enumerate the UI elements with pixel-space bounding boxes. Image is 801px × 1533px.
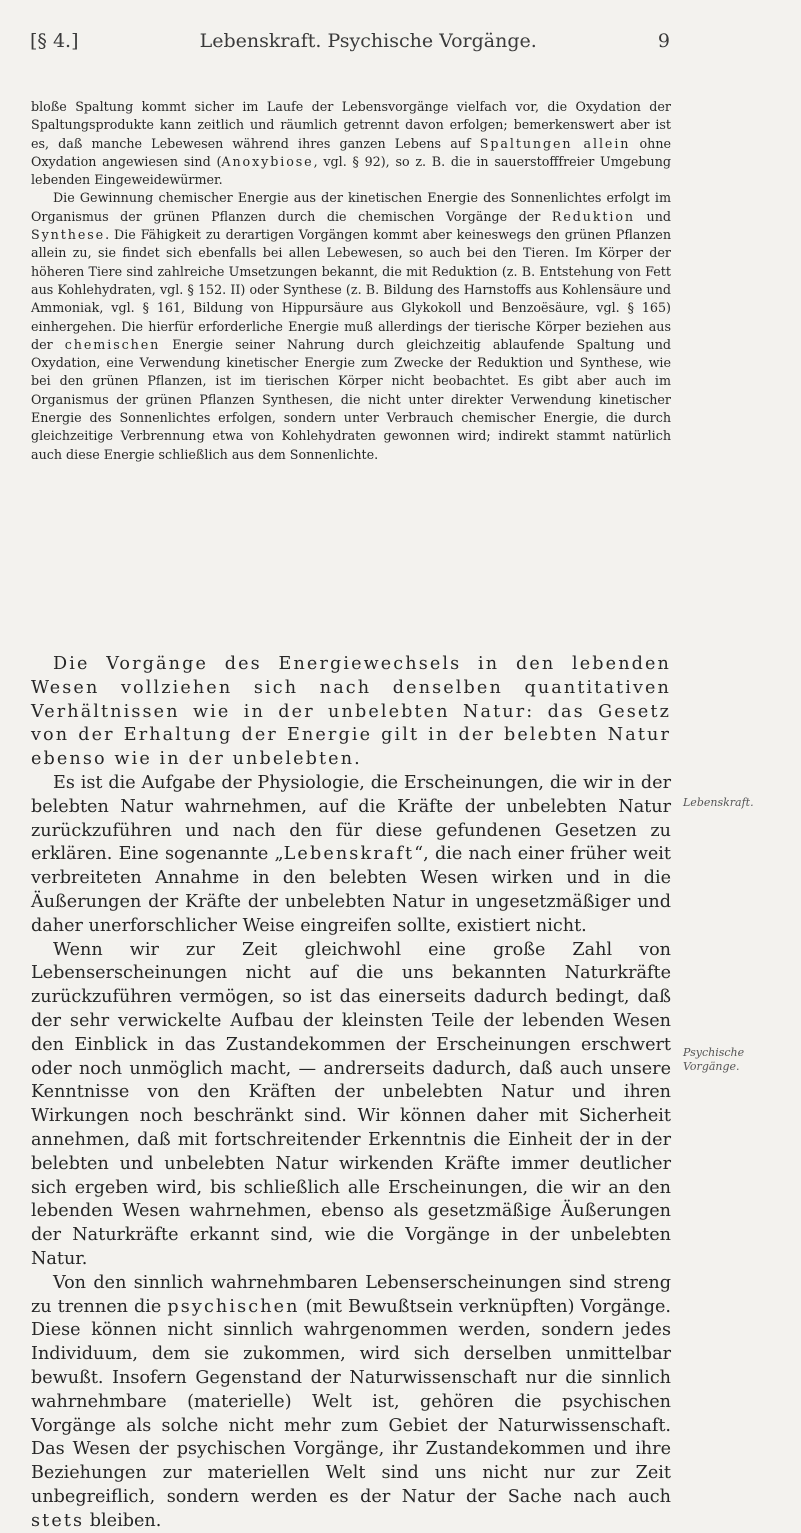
sidenote-psychische-vorgaenge: Psychische Vorgänge.	[683, 1046, 745, 1073]
text-run: (mit Bewußtsein verknüpften) Vorgänge. Diese können nicht sinnlich wahrgenommen werden, sondern jedes Individuum, dem sie zukommen, wird sich derselben unmittelbar bewußt. Insofern Gegenstand der Naturwissenschaft nur die sinnlich wahrnehmbare (materielle) Welt ist, gehören die psychischen Vorgänge als solche nicht mehr zum Gebiet der Naturwissenschaft. Das Wesen der psychischen Vorgänge, ihr Zustandekommen und ihre Beziehungen zur materiellen Welt sind uns nicht nur zur Zeit unbegreiflich, sondern werden es der Natur der Sache nach auch	[31, 1296, 672, 1507]
text-run: , vgl. § 92), so z. B. die in sauerstofffreier Umgebung lebenden Eingeweidewürmer.	[31, 153, 671, 188]
emphasis-synthese: Synthese	[31, 227, 106, 243]
text-run: Es ist die Aufgabe der Physiologie, die Erscheinungen, die wir in der belebten Natur wahrnehmen, auf die Kräfte der unbelebten Natur zurückzuführen und nach den für diese gefundenen Gesetzen zu erklären. Eine sogenannte „	[31, 772, 671, 865]
text-run: bleiben.	[84, 1510, 162, 1531]
section-reference: [§ 4.]	[30, 30, 79, 52]
paragraph-energiegewinnung	[31, 189, 671, 463]
emphasis-lebenskraft: Lebenskraft	[283, 844, 415, 865]
text-run: Von den sinnlich wahrnehmbaren Lebenserscheinungen sind streng zu trennen die	[31, 1272, 671, 1317]
emphasis-spaltungen: Spaltungen allein	[479, 135, 631, 151]
main-text-section	[31, 653, 671, 1533]
thesis-statement: Die Vorgänge des Energiewechsels in den lebenden Wesen vollziehen sich nach denselben quantitativen Verhältnissen wie in der unbelebten Natur: das Gesetz von der Erhaltung der Energie gilt in der belebten Natur ebenso wie in der unbelebten.	[31, 654, 671, 770]
paragraph-spaltung	[31, 98, 671, 189]
emphasis-stets: stets	[31, 1510, 85, 1531]
text-run: . Die Fähigkeit zu derartigen Vorgängen kommt aber keineswegs den grünen Pflanzen allein zu, sie findet sich ebenfalls bei allen Lebewesen, so auch bei den Tieren. Im Körper der höheren Tiere sind zahlreiche Umsetzungen bekannt, die mit Reduktion (z. B. Entstehung von Fett aus Kohlehydraten, vgl. § 152. II) oder Synthese (z. B. Bildung des Harnstoffs aus Kohlensäure und Ammoniak, vgl. § 161, Bildung von Hippursäure aus Glykokoll und Benzoësäure, vgl. § 165) einhergehen. Die hierfür erforderliche Energie muß allerdings der tierische Körper beziehen aus der	[31, 227, 671, 352]
sidenote-lebenskraft: Lebenskraft.	[683, 796, 754, 809]
page-number: 9	[657, 30, 670, 52]
emphasis-reduktion: Reduktion	[551, 208, 636, 224]
paragraph-psychische-vorgaenge	[31, 1272, 671, 1533]
paragraph-lebenskraft	[31, 772, 671, 939]
paragraph-lebenserscheinungen: Wenn wir zur Zeit gleichwohl eine große Zahl von Lebenserscheinungen nicht auf die uns bekannten Naturkräfte zurückzuführen vermögen, so ist das einerseits dadurch bedingt, daß der sehr verwickelte Aufbau der kleinsten Teile der lebenden Wesen den Einblick in das Zustandekommen der Erscheinungen erschwert oder noch unmöglich macht, — andrerseits dadurch, daß auch unsere Kenntnisse von den Kräften der unbelebten Natur und ihren Wirkungen noch beschränkt sind. Wir können daher mit Sicherheit annehmen, daß mit fortschreitender Erkenntnis die Einheit der in der belebten und unbelebten Natur wirkenden Kräfte immer deutlicher sich ergeben wird, bis schließlich alle Erscheinungen, die wir an den lebenden Wesen wahrnehmen, ebenso als gesetzmäßige Äußerungen der Naturkräfte erkannt sind, wie die Vorgänge in der unbelebten Natur.	[31, 939, 671, 1269]
emphasis-chemischen: chemischen	[64, 336, 161, 352]
emphasis-psychischen: psychischen	[167, 1296, 300, 1317]
running-title: Lebenskraft. Psychische Vorgänge.	[199, 30, 537, 52]
emphasis-anoxybiose: Anoxybiose	[221, 153, 314, 169]
text-run: und	[635, 208, 672, 224]
text-run: Die Gewinnung chemischer Energie aus der kinetischen Energie des Sonnenlichtes erfolgt im Organismus der grünen Pflanzen durch die chemischen Vorgänge der	[31, 190, 671, 224]
small-print-section	[31, 98, 671, 464]
text-run: ohne Oxydation angewiesen sind (	[31, 135, 672, 169]
text-run: “, die nach einer früher weit verbreiteten Annahme in den belebten Wesen wirken und in die Äußerungen der Kräfte der unbelebten Natur in ungesetzmäßiger und daher unerforschlicher Weise eingreifen sollte, existiert nicht.	[31, 844, 671, 936]
text-run: bloße Spaltung kommt sicher im Laufe der Lebensvorgänge vielfach vor, die Oxydation der Spaltungsprodukte kann zeitlich und räumlich getrennt davon erfolgen; bemerkenswert aber ist es, daß manche Lebewesen während ihres ganzen Lebens auf	[31, 99, 671, 151]
running-head	[30, 30, 670, 60]
text-run: Energie seiner Nahrung durch gleichzeitig ablaufende Spaltung und Oxydation, eine Verwendung kinetischer Energie zum Zwecke der Reduktion und Synthese, wie bei den grünen Pflanzen, ist im tierischen Körper nicht beobachtet. Es gibt aber auch im Organismus der grünen Pflanzen Synthesen, die nicht unter direkter Verwendung kinetischer Energie des Sonnenlichtes erfolgen, sondern unter Verbrauch chemischer Energie, die durch gleichzeitige Verbrennung etwa von Kohlehydraten gewonnen wird; indirekt stammt natürlich auch diese Energie schließlich aus dem Sonnenlichte.	[31, 336, 671, 462]
